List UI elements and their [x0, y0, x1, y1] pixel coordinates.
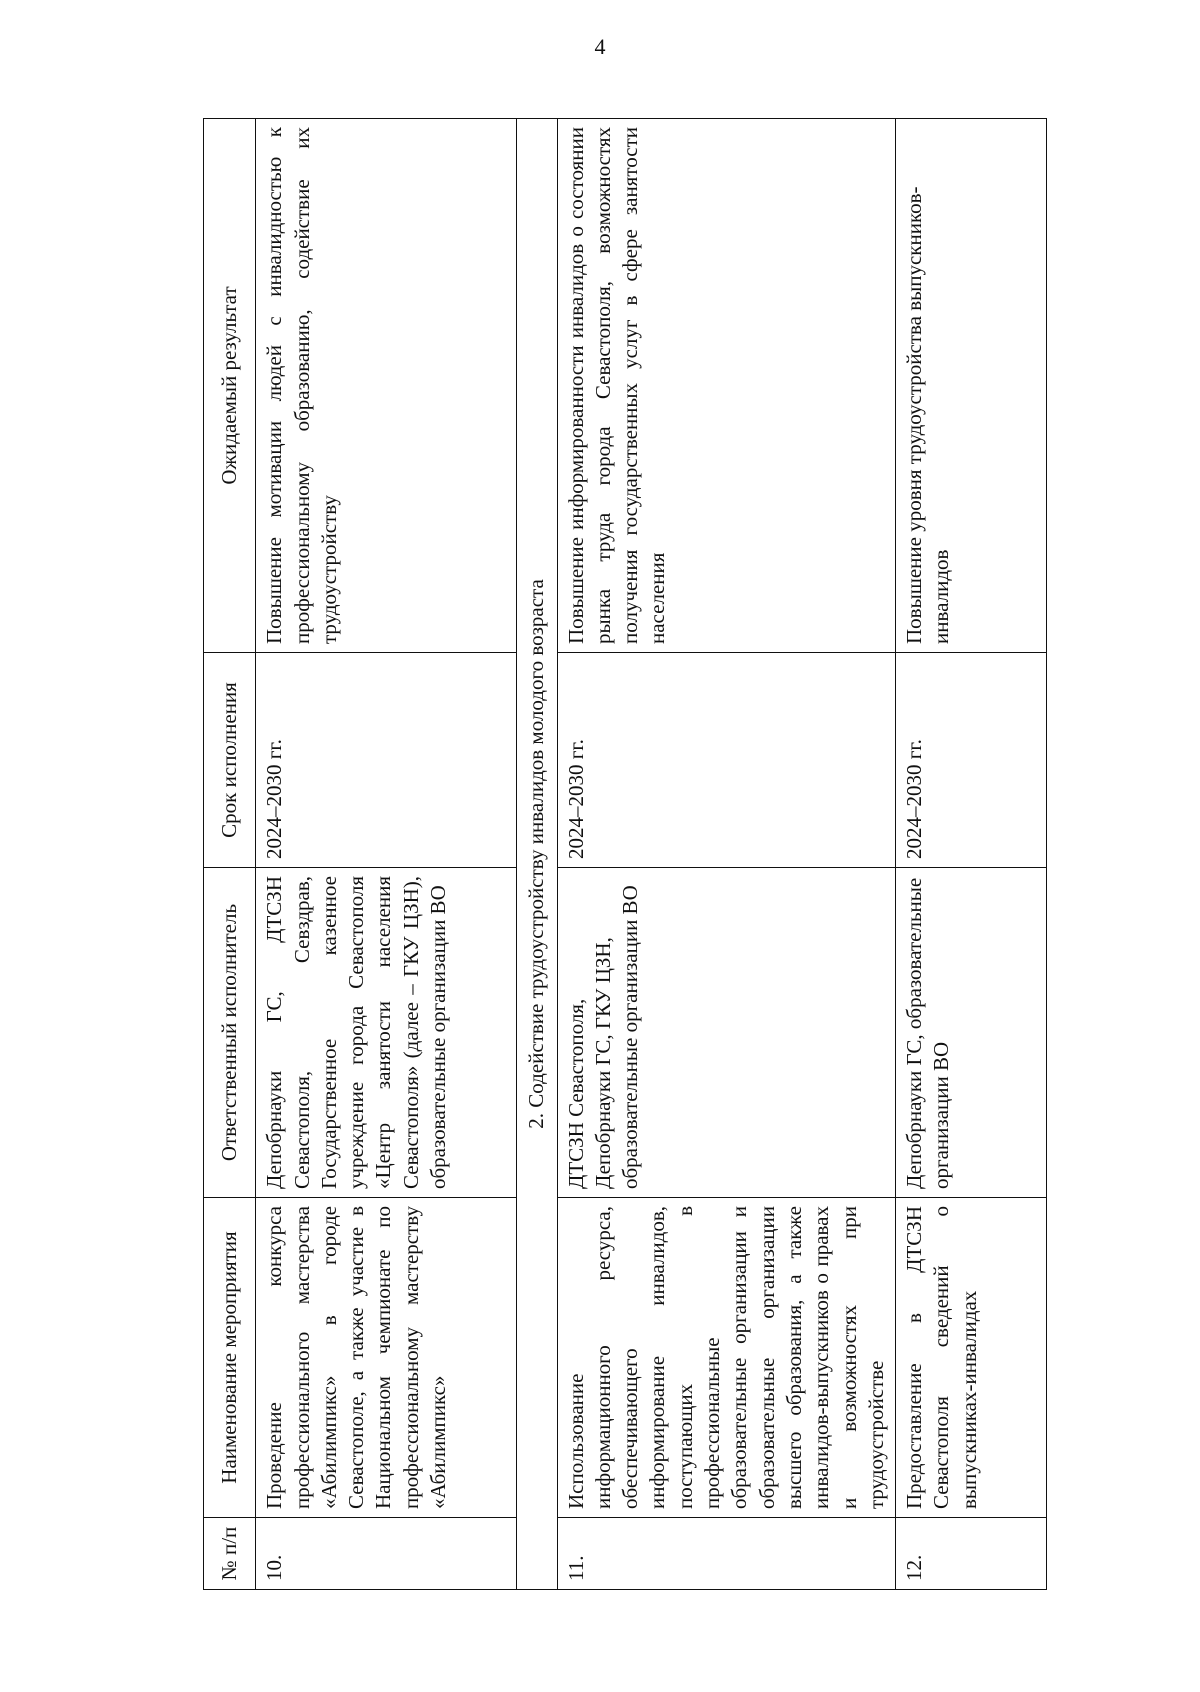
- row-name: Проведение конкурса профессионального мастерства «Абилимпикс» в городе Севастополе, а также участие в Национальном чемпионате по профессиональному мастерству «Абилимпикс»: [256, 1198, 517, 1518]
- header-num: № п/п: [204, 1518, 256, 1590]
- table-row: [557, 119, 896, 1590]
- row-term: 2024–2030 гг.: [896, 653, 1047, 868]
- row-term: 2024–2030 гг.: [557, 653, 896, 868]
- section-title: 2. Содействие трудоустройству инвалидов молодого возраста: [517, 119, 557, 1590]
- row-responsible: ДТСЗН Севастополя, Депобрнауки ГС, ГКУ ЦЗН, образовательные организации ВО: [557, 868, 896, 1198]
- header-term: Срок исполнения: [204, 653, 256, 868]
- table-row: [896, 119, 1047, 1590]
- row-num: 12.: [896, 1518, 1047, 1590]
- row-responsible: Депобрнауки ГС, ДТСЗН Севастополя, Севздрав, Государственное казенное учреждение города Севастополя «Центр занятости населения Севастополя» (далее – ГКУ ЦЗН), образовательные организации ВО: [256, 868, 517, 1198]
- table-row: [256, 119, 517, 1590]
- header-result: Ожидаемый результат: [204, 119, 256, 653]
- row-num: 10.: [256, 1518, 517, 1590]
- header-name: Наименование мероприятия: [204, 1198, 256, 1518]
- row-num: 11.: [557, 1518, 896, 1590]
- section-row: [517, 119, 557, 1590]
- row-term: 2024–2030 гг.: [256, 653, 517, 868]
- row-responsible: Депобрнауки ГС, образовательные организации ВО: [896, 868, 1047, 1198]
- header-responsible: Ответственный исполнитель: [204, 868, 256, 1198]
- header-row: [204, 119, 256, 1590]
- rotated-table-frame: [203, 118, 1123, 1590]
- row-result: Повышение информированности инвалидов о состоянии рынка труда города Севастополя, возможностях получения государственных услуг в сфере занятости населения: [557, 119, 896, 653]
- row-name: Предоставление в ДТСЗН Севастополя сведений о выпускниках-инвалидах: [896, 1198, 1047, 1518]
- row-result: Повышение уровня трудоустройства выпускников-инвалидов: [896, 119, 1047, 653]
- page-number: 4: [594, 34, 606, 59]
- landscape-page: [203, 118, 1123, 1590]
- row-name: Использование информационного ресурса, обеспечивающего информирование инвалидов, поступающих в профессиональные образовательные организации и образовательные организации высшего образования, а также инвалидов-выпускников о правах и возможностях при трудоустройстве: [557, 1198, 896, 1518]
- row-result: Повышение мотивации людей с инвалидностью к профессиональному образованию, содействие их трудоустройству: [256, 119, 517, 653]
- measures-table: [203, 118, 1047, 1590]
